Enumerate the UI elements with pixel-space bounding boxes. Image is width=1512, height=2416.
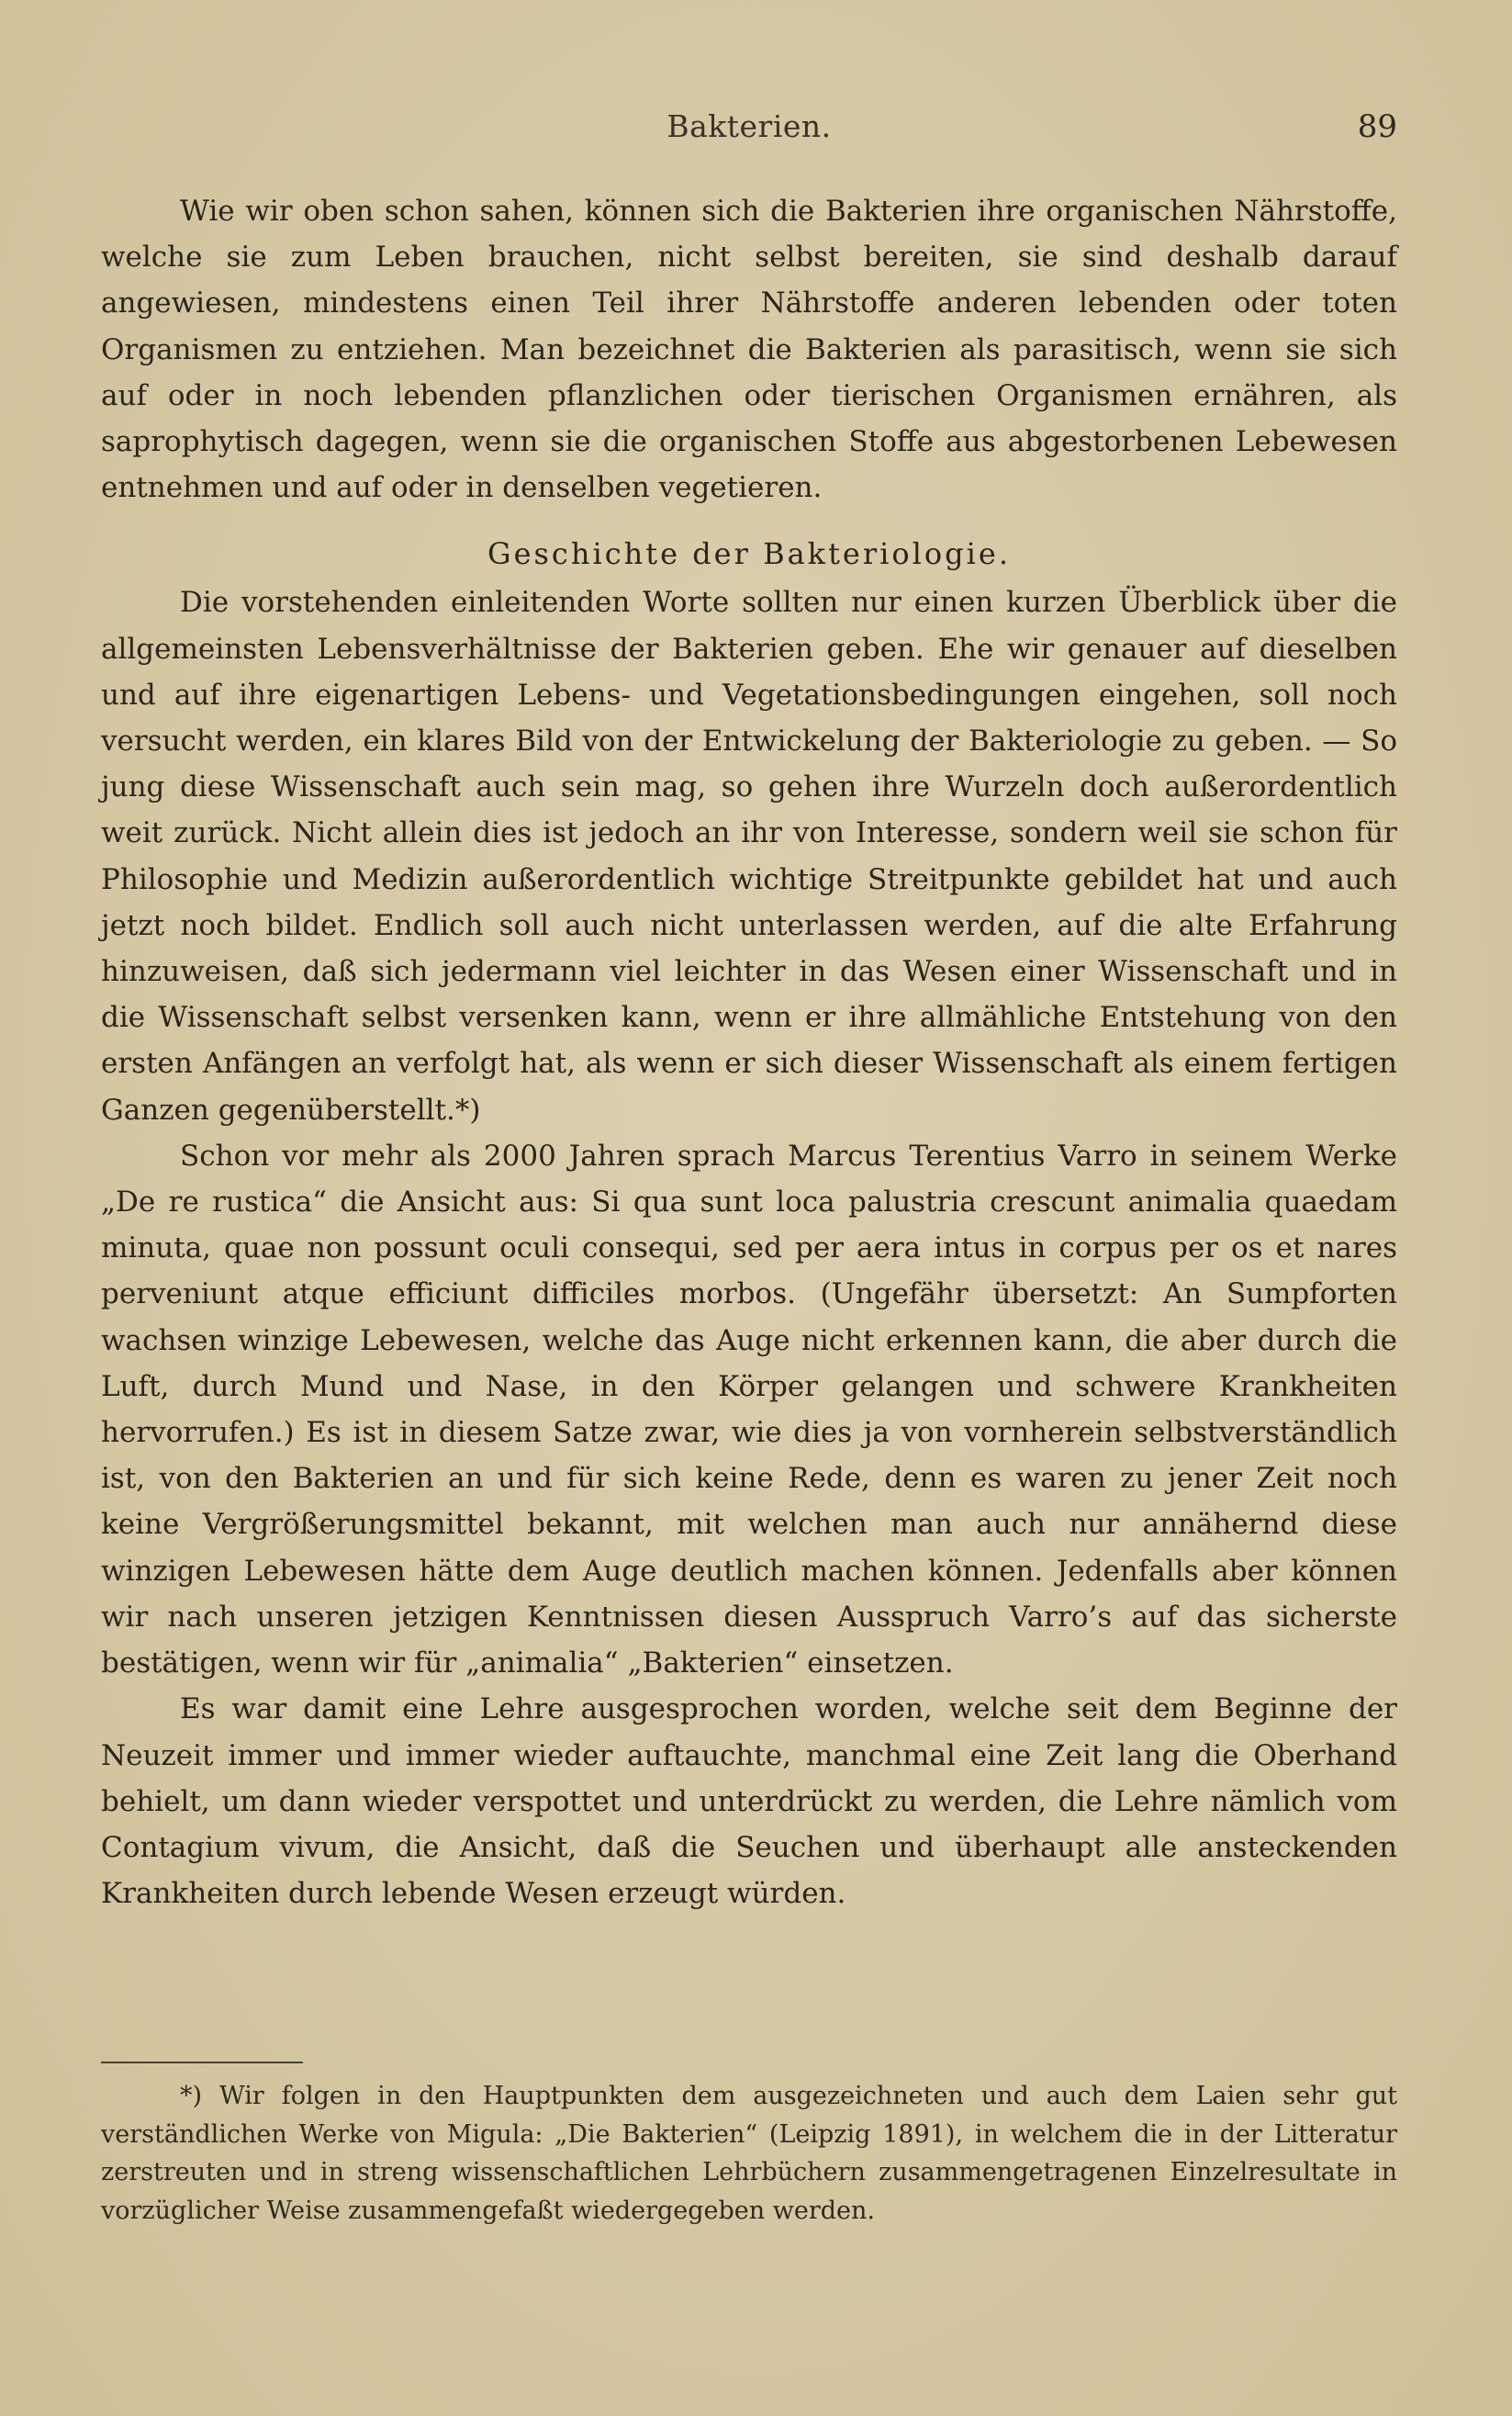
footnote-area: [101, 2077, 1397, 2230]
footnote: *) Wir folgen in den Hauptpunkten dem ausgezeichneten und auch dem Laien sehr gut verständlichen Werke von Migula: „Die Bakterien“ (Leipzig 1891), in welchem die in der Litteratur zerstreuten und in streng wissenschaftlichen Lehrbüchern zusammengetragenen Einzelresultate in vorzüglicher Weise zusammengefaßt wiedergegeben werden.: [101, 2082, 1397, 2225]
footnote-rule: [101, 2062, 303, 2063]
paragraph-1: Wie wir oben schon sahen, können sich die Bakterien ihre organischen Nährstoffe, welche sie zum Leben brauchen, nicht selbst bereiten, sie sind deshalb darauf angewiesen, mindestens einen Teil ihrer Nährstoffe anderen lebenden oder toten Organismen zu entziehen. Man bezeichnet die Bakterien als parasitisch, wenn sie sich auf oder in noch lebenden pflanzlichen oder tierischen Organismen ernähren, als saprophytisch dagegen, wenn sie die organischen Stoffe aus abgestorbenen Lebewesen entnehmen und auf oder in denselben vegetieren.: [101, 195, 1397, 505]
paragraph-2: Die vorstehenden einleitenden Worte sollten nur einen kurzen Überblick über die allgemeinsten Lebensverhältnisse der Bakterien geben. Ehe wir genauer auf dieselben und auf ihre eigenartigen Lebens- und Vegetationsbedingungen eingehen, soll noch versucht werden, ein klares Bild von der Entwickelung der Bakteriologie zu geben. — So jung diese Wissenschaft auch sein mag, so gehen ihre Wurzeln doch außerordentlich weit zurück. Nicht allein dies ist jedoch an ihr von Interesse, sondern weil sie schon für Philosophie und Medizin außerordentlich wichtige Streitpunkte gebildet hat und auch jetzt noch bildet. Endlich soll auch nicht unterlassen werden, auf die alte Erfahrung hinzuweisen, daß sich jedermann viel leichter in das Wesen einer Wissenschaft und in die Wissenschaft selbst versenken kann, wenn er ihre allmähliche Entstehung von den ersten Anfängen an verfolgt hat, als wenn er sich dieser Wissenschaft als einem fertigen Ganzen gegenüberstellt.*): [101, 586, 1397, 1127]
paragraph-4: Es war damit eine Lehre ausgesprochen worden, welche seit dem Beginne der Neuzeit immer und immer wieder auftauchte, manchmal eine Zeit lang die Oberhand behielt, um dann wieder verspottet und unterdrückt zu werden, die Lehre nämlich vom Contagium vivum, die Ansicht, daß die Seuchen und überhaupt alle ansteckenden Krankheiten durch lebende Wesen erzeugt würden.: [101, 1692, 1397, 1911]
page-header: [101, 108, 1397, 163]
page-number: 89: [1357, 108, 1397, 145]
paragraph-3: Schon vor mehr als 2000 Jahren sprach Marcus Terentius Varro in seinem Werke „De re rustica“ die Ansicht aus: Si qua sunt loca palustria crescunt animalia quaedam minuta, quae non possunt oculi consequi, sed per aera intus in corpus per os et nares perveniunt atque efficiunt difficiles morbos. (Ungefähr übersetzt: An Sumpforten wachsen winzige Lebewesen, welche das Auge nicht erkennen kann, die aber durch die Luft, durch Mund und Nase, in den Körper gelangen und schwere Krankheiten hervorrufen.) Es ist in diesem Satze zwar, wie dies ja von vornherein selbstverständlich ist, von den Bakterien an und für sich keine Rede, denn es waren zu jener Zeit noch keine Vergrößerungsmittel bekannt, mit welchen man auch nur annähernd diese winzigen Lebewesen hätte dem Auge deutlich machen können. Jedenfalls aber können wir nach unseren jetzigen Kenntnissen diesen Ausspruch Varro’s auf das sicherste bestätigen, wenn wir für „animalia“ „Bakterien“ einsetzen.: [101, 1139, 1397, 1680]
body-text: [101, 188, 1397, 1916]
running-title: Bakterien.: [666, 108, 832, 144]
section-heading: Geschichte der Bakteriologie.: [487, 536, 1011, 572]
